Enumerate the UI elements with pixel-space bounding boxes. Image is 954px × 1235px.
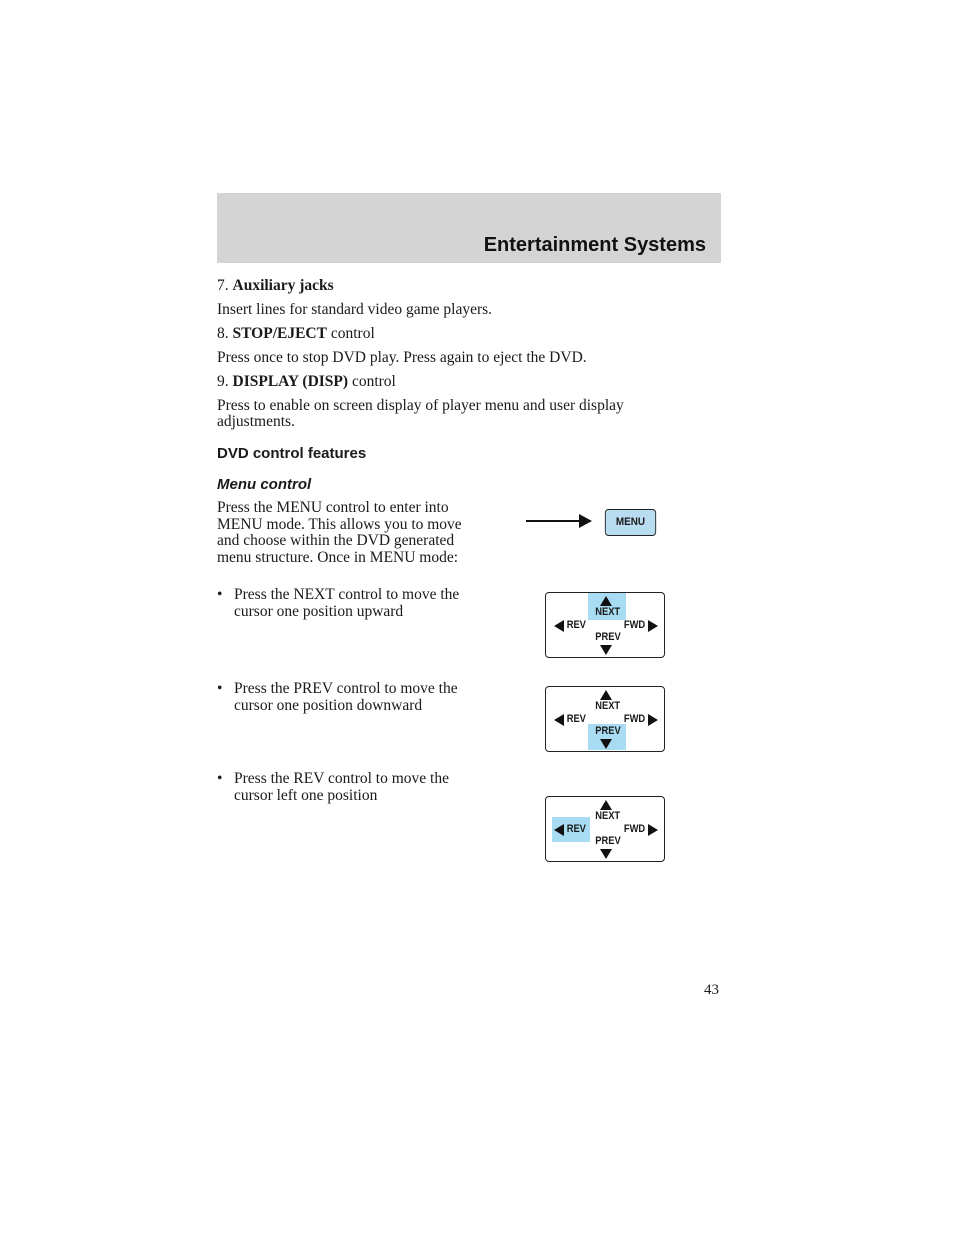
page-title: Entertainment Systems <box>483 234 706 256</box>
bullet-dot: • <box>217 680 223 697</box>
menu-button: MENU <box>605 509 656 536</box>
arrow-right-icon <box>579 514 592 528</box>
left-arrow-icon <box>554 714 564 726</box>
label-fwd: FWD <box>623 713 646 725</box>
arrow-line <box>526 520 581 522</box>
item-7-description: Insert lines for standard video game players. <box>217 301 493 318</box>
bullet-dot: • <box>217 770 223 787</box>
item-9-heading <box>217 374 396 391</box>
item-7-number: 7. <box>217 277 229 294</box>
label-prev: PREV <box>595 631 621 643</box>
left-arrow-icon <box>554 824 564 836</box>
bullet-next <box>217 587 479 620</box>
section-subtitle: Menu control <box>217 476 312 493</box>
label-fwd: FWD <box>623 823 646 835</box>
item-8-description: Press once to stop DVD play. Press again to eject the DVD. <box>217 349 587 366</box>
item-9-number: 9. <box>217 373 229 390</box>
bullet-next-text: Press the NEXT control to move the cursor one position upward <box>234 586 460 620</box>
item-7-heading <box>217 278 334 295</box>
label-fwd: FWD <box>623 619 646 631</box>
up-arrow-icon <box>600 690 612 700</box>
label-prev: PREV <box>595 835 621 847</box>
bullet-prev-text: Press the PREV control to move the cursor one position downward <box>234 680 458 714</box>
page-number: 43 <box>704 982 719 998</box>
item-9-suffix: control <box>348 373 396 390</box>
item-9-description-line1: Press to enable on screen display of player menu and user display <box>217 397 624 414</box>
section-title: DVD control features <box>217 445 367 462</box>
item-8-heading <box>217 326 375 343</box>
item-9-description-line2: adjustments. <box>217 413 295 430</box>
menu-intro-paragraph: Press the MENU control to enter into MENU mode. This allows you to move and choose within the DVD generated menu structure. Once in MENU mode: <box>217 499 462 566</box>
label-rev: REV <box>566 823 586 835</box>
label-rev: REV <box>566 619 586 631</box>
right-arrow-icon <box>648 824 658 836</box>
bullet-dot: • <box>217 586 223 603</box>
item-7-label: Auxiliary jacks <box>232 277 334 294</box>
label-next: NEXT <box>595 700 621 712</box>
label-rev: REV <box>566 713 586 725</box>
control-pad-next <box>545 592 665 658</box>
item-9-label: DISPLAY (DISP) <box>232 373 349 390</box>
label-next: NEXT <box>595 606 621 618</box>
right-arrow-icon <box>648 620 658 632</box>
left-arrow-icon <box>554 620 564 632</box>
down-arrow-icon <box>600 849 612 859</box>
label-prev: PREV <box>595 725 621 737</box>
label-next: NEXT <box>595 810 621 822</box>
up-arrow-icon <box>600 800 612 810</box>
down-arrow-icon <box>600 739 612 749</box>
control-pad-prev <box>545 686 665 752</box>
up-arrow-icon <box>600 596 612 606</box>
header-bar <box>217 193 721 263</box>
bullet-rev-text: Press the REV control to move the cursor left one position <box>234 770 449 804</box>
item-8-number: 8. <box>217 325 229 342</box>
control-pad-rev <box>545 796 665 862</box>
item-8-label: STOP/EJECT <box>232 325 327 342</box>
bullet-rev <box>217 771 479 804</box>
item-8-suffix: control <box>326 325 375 342</box>
bullet-prev <box>217 681 479 714</box>
right-arrow-icon <box>648 714 658 726</box>
down-arrow-icon <box>600 645 612 655</box>
